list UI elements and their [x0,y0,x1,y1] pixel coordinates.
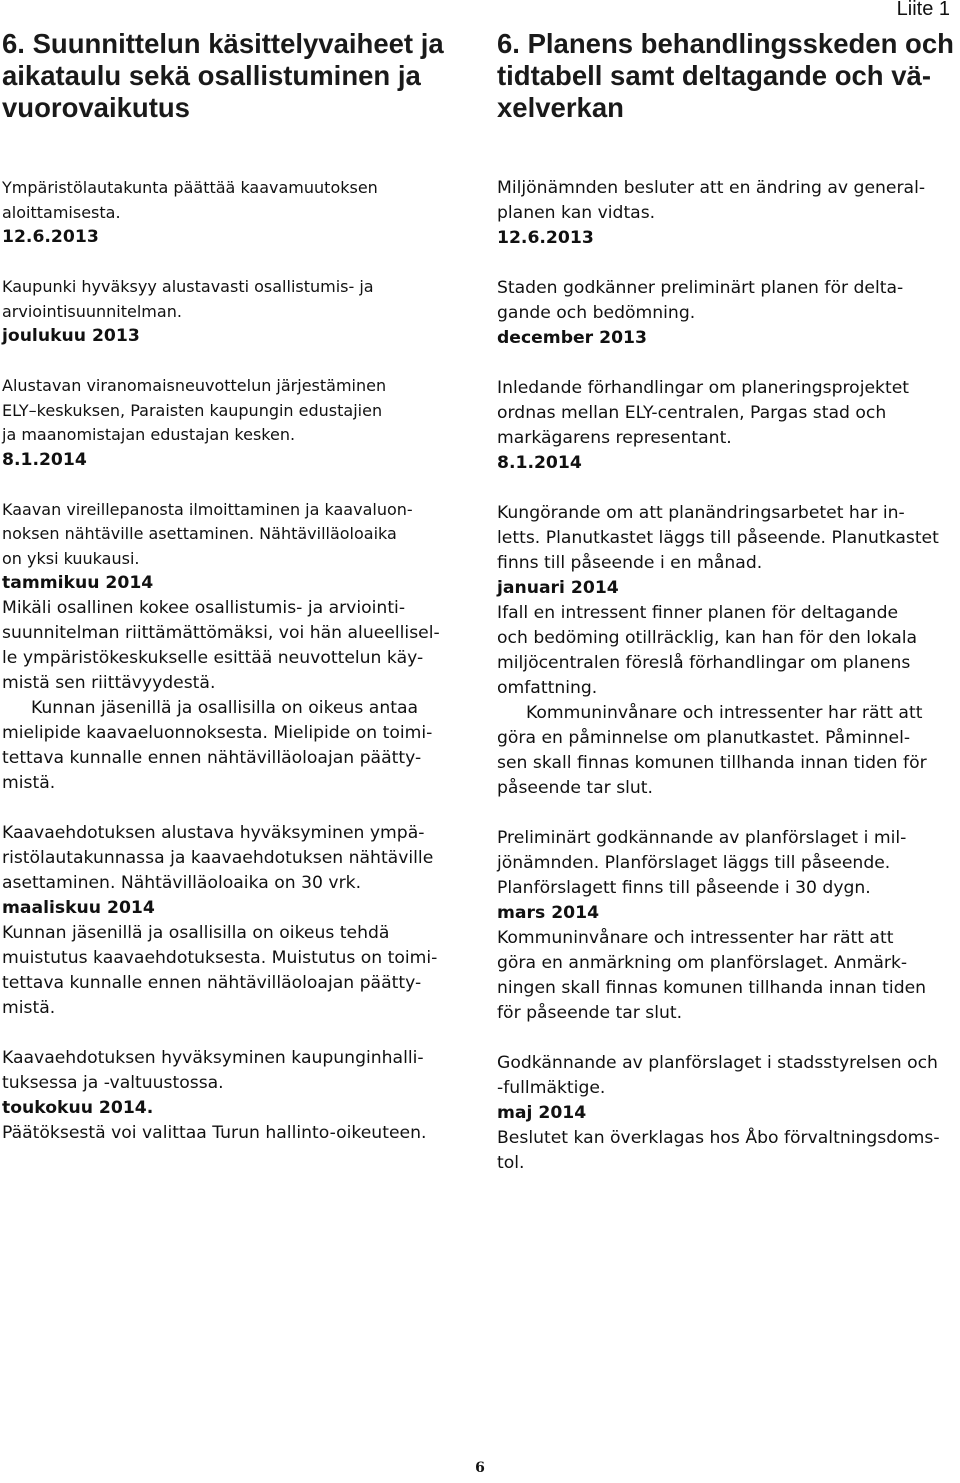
step-text-line: Alustavan viranomaisneuvottelun järjestäminen [2,376,387,395]
step-text-line: Godkännande av planförslaget i stadsstyrelsen och [497,1053,938,1073]
step-text-line: noksen nähtäville asettaminen. Nähtävilläoloaika [2,524,397,543]
timeline-step [497,376,960,476]
heading-swedish [497,28,960,124]
step-text-line: aloittamisesta. [2,202,121,222]
step-text-line: för påseende tar slut. [497,1003,683,1023]
step-date: 8.1.2014 [2,449,87,470]
step-text-line: göra en påminnelse om planutkastet. Påminnel- [497,728,911,748]
step-text-line: mielipide kaavaeluonnoksesta. Mielipide on toimi- [2,723,433,743]
step-text-line: Planförslagett finns till påseende i 30 dygn. [497,878,871,898]
timeline-step [497,1051,960,1176]
step-text-line: ningen skall finnas komunen tillhanda innan tiden [497,978,927,998]
heading-line: xelverkan [497,92,624,123]
step-text-line: ordnas mellan ELY-centralen, Pargas stad och [497,403,887,423]
step-text-line: omfattning. [497,678,598,698]
step-text-line: Päätöksestä voi valittaa Turun hallinto-oikeuteen. [2,1123,427,1143]
step-text-line: on yksi kuukausi. [2,548,140,568]
heading-line: 6. Planens behandlingsskeden och [497,28,954,59]
finnish-column [2,176,467,1146]
step-text-line: göra en anmärkning om planförslaget. Anmärk- [497,953,908,973]
step-text-line: asettaminen. Nähtävilläoloaika on 30 vrk. [2,873,362,893]
step-text-line: Kunnan jäsenillä ja osallisilla on oikeus antaa [31,698,419,718]
step-text-line: sen skall finnas komunen tillhanda innan tiden för [497,753,927,773]
step-text-line: tuksessa ja -valtuustossa. [2,1073,224,1093]
timeline-step [2,498,467,797]
step-text-line: Staden godkänner preliminärt planen för delta- [497,278,904,298]
step-date: maj 2014 [497,1103,587,1123]
step-date: december 2013 [497,328,647,348]
timeline-step [497,276,960,351]
step-text-line: ristölautakunnassa ja kaavaehdotuksen nähtäville [2,848,434,868]
step-text-line: mistä. [2,998,56,1018]
step-text-line: Preliminärt godkännande av planförslaget i mil- [497,828,907,848]
step-text-line: Kaavan vireillepanosta ilmoittaminen ja kaavaluon- [2,499,413,519]
step-text-line: påseende tar slut. [497,778,654,798]
step-text-line: Kaavaehdotuksen alustava hyväksyminen ympä- [2,823,425,843]
step-text-line: ja maanomistajan edustajan kesken. [2,425,296,444]
step-text-line: letts. Planutkastet läggs till påseende. Planutkastet [497,528,939,548]
step-text-line: mistä. [2,773,56,793]
heading-line: tidtabell samt deltagande och vä- [497,60,931,91]
timeline-step [497,826,960,1026]
step-text-line: -fullmäktige. [497,1078,606,1098]
step-date: joulukuu 2013 [2,326,140,346]
heading-line: 6. Suunnittelun käsittelyvaiheet ja [2,28,444,59]
step-text-line: le ympäristökeskukselle esittää neuvottelun käy- [2,648,424,668]
step-text-line: muistutus kaavaehdotuksesta. Muistutus on toimi- [2,948,438,968]
step-date: 8.1.2014 [497,453,582,473]
timeline-step [2,176,467,250]
timeline-step [2,374,467,473]
timeline-step [497,176,960,251]
swedish-column [497,176,960,1176]
step-text-line: jönämnden. Planförslaget läggs till påseende. [497,853,891,873]
step-text-line: Mikäli osallinen kokee osallistumis- ja arviointi- [2,598,406,618]
step-text-line: arviointisuunnitelman. [2,301,182,321]
step-date: maaliskuu 2014 [2,898,155,918]
step-text-line: Ympäristölautakunta päättää kaavamuutoksen [2,178,378,197]
step-text-line: markägarens representant. [497,428,732,448]
heading-finnish [2,28,467,124]
step-text-line: tettava kunnalle ennen nähtävilläoloajan päätty- [2,973,422,993]
step-date: 12.6.2013 [497,228,594,248]
step-text-line: Inledande förhandlingar om planeringsprojektet [497,378,910,398]
step-text-line: tol. [497,1153,525,1173]
step-text-line: planen kan vidtas. [497,203,656,223]
heading-line: vuorovaikutus [2,92,190,123]
timeline-step [2,275,467,349]
timeline-step [497,501,960,801]
step-text-line: Kaupunki hyväksyy alustavasti osallistumis- ja [2,277,374,296]
step-text-line: Kunnan jäsenillä ja osallisilla on oikeus tehdä [2,923,390,943]
step-text-line: Kungörande om att planändringsarbetet har in- [497,503,905,523]
timeline-step [2,821,467,1021]
step-text-line: Kommuninvånare och intressenter har rätt att [526,703,923,723]
step-text-line: Miljönämnden besluter att en ändring av general- [497,178,926,198]
step-text-line: miljöcentralen föreslå förhandlingar om planens [497,653,911,673]
step-text-line: Ifall en intressent finner planen för deltagande [497,603,899,623]
page-number: 6 [475,1460,485,1476]
heading-line: aikataulu sekä osallistuminen ja [2,60,421,91]
step-text-line: Kaavaehdotuksen hyväksyminen kaupunginhalli- [2,1048,424,1068]
step-text-line: och bedöming otillräcklig, kan han för den lokala [497,628,918,648]
step-date: 12.6.2013 [2,227,99,247]
step-text-line: mistä sen riittävyydestä. [2,673,216,693]
step-date: toukokuu 2014. [2,1098,154,1118]
step-text-line: suunnitelman riittämättömäksi, voi hän alueellisel- [2,623,440,643]
step-date: januari 2014 [497,578,619,598]
step-text-line: tettava kunnalle ennen nähtävilläoloajan päätty- [2,748,422,768]
step-text-line: ELY–keskuksen, Paraisten kaupungin edustajien [2,400,383,420]
step-text-line: finns till påseende i en månad. [497,553,763,573]
step-text-line: Beslutet kan överklagas hos Åbo förvaltningsdoms- [497,1128,940,1148]
step-text-line: Kommuninvånare och intressenter har rätt att [497,928,894,948]
step-date: mars 2014 [497,903,600,923]
timeline-step [2,1046,467,1146]
step-text-line: gande och bedömning. [497,303,696,323]
appendix-label: Liite 1 [896,0,950,20]
step-date: tammikuu 2014 [2,573,154,593]
